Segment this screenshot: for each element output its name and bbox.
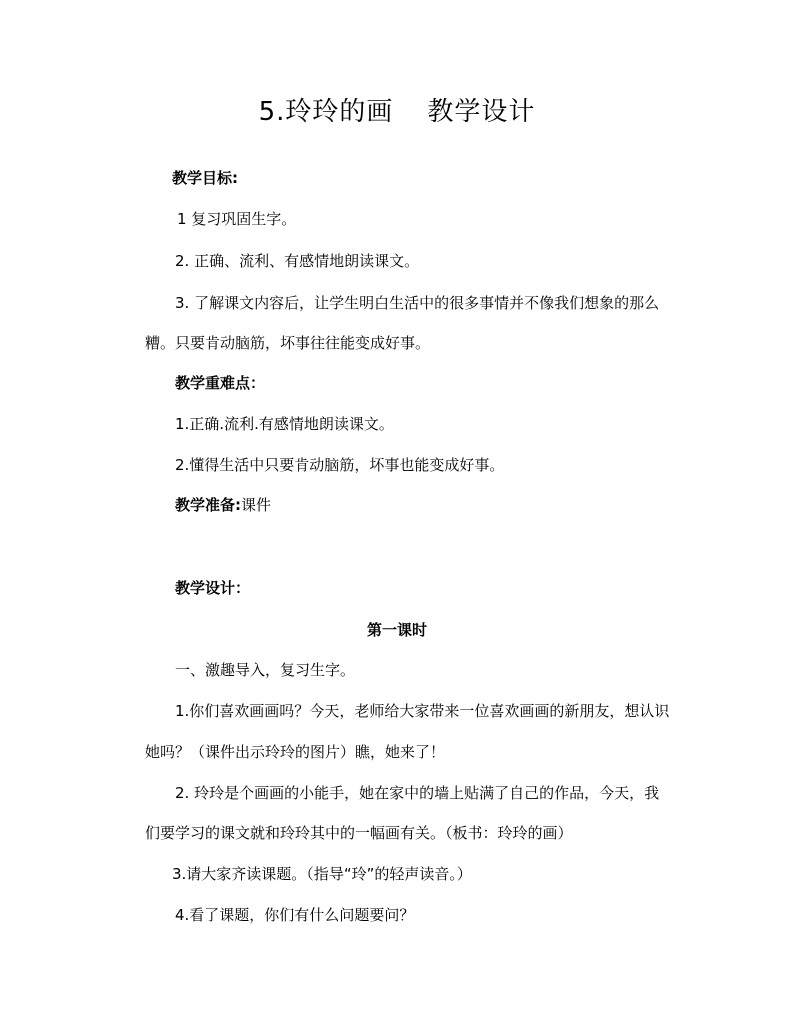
title-lesson-name: 5.玲玲的画 bbox=[258, 97, 394, 127]
period-heading: 第一课时 bbox=[366, 621, 427, 639]
title-doc-type: 教学设计 bbox=[427, 97, 536, 127]
key-points-heading: 教学重难点： bbox=[175, 374, 266, 392]
paragraph-1-line-2: 她吗？（课件出示玲玲的图片）瞧，她来了！ bbox=[145, 743, 446, 761]
preparation-line bbox=[175, 494, 271, 516]
paragraph-2-line-2: 们要学习的课文就和玲玲其中的一幅画有关。（板书：玲玲的画） bbox=[145, 824, 573, 842]
preparation-value: 课件 bbox=[241, 496, 272, 514]
key-point-item-1: 1.正确.流利.有感情地朗读课文。 bbox=[175, 415, 394, 433]
design-heading: 教学设计： bbox=[175, 579, 251, 597]
key-point-item-2: 2.懂得生活中只要肯动脑筋，坏事也能变成好事。 bbox=[175, 456, 505, 474]
page-title bbox=[0, 94, 794, 130]
paragraph-3: 3.请大家齐读课题。（指导“玲”的轻声读音。） bbox=[172, 865, 472, 883]
objectives-heading: 教学目标: bbox=[172, 169, 238, 187]
paragraph-1-line-1: 1.你们喜欢画画吗？今天，老师给大家带来一位喜欢画画的新朋友，想认识 bbox=[175, 702, 670, 720]
paragraph-2-line-1: 2. 玲玲是个画画的小能手，她在家中的墙上贴满了自己的作品，今天，我 bbox=[175, 784, 660, 802]
objective-item-3-line-1: 3. 了解课文内容后，让学生明白生活中的很多事情并不像我们想象的那么 bbox=[175, 294, 660, 312]
paragraph-4: 4.看了课题，你们有什么问题要问？ bbox=[175, 906, 415, 924]
objective-item-2: 2. 正确、流利、有感情地朗读课文。 bbox=[175, 252, 420, 270]
objective-item-1: 1 复习巩固生字。 bbox=[177, 210, 297, 228]
objective-item-3-line-2: 糟。只要肯动脑筋，坏事往往能变成好事。 bbox=[145, 334, 431, 352]
section-1-heading: 一、激趣导入，复习生字。 bbox=[175, 661, 356, 679]
preparation-label: 教学准备: bbox=[175, 496, 241, 514]
